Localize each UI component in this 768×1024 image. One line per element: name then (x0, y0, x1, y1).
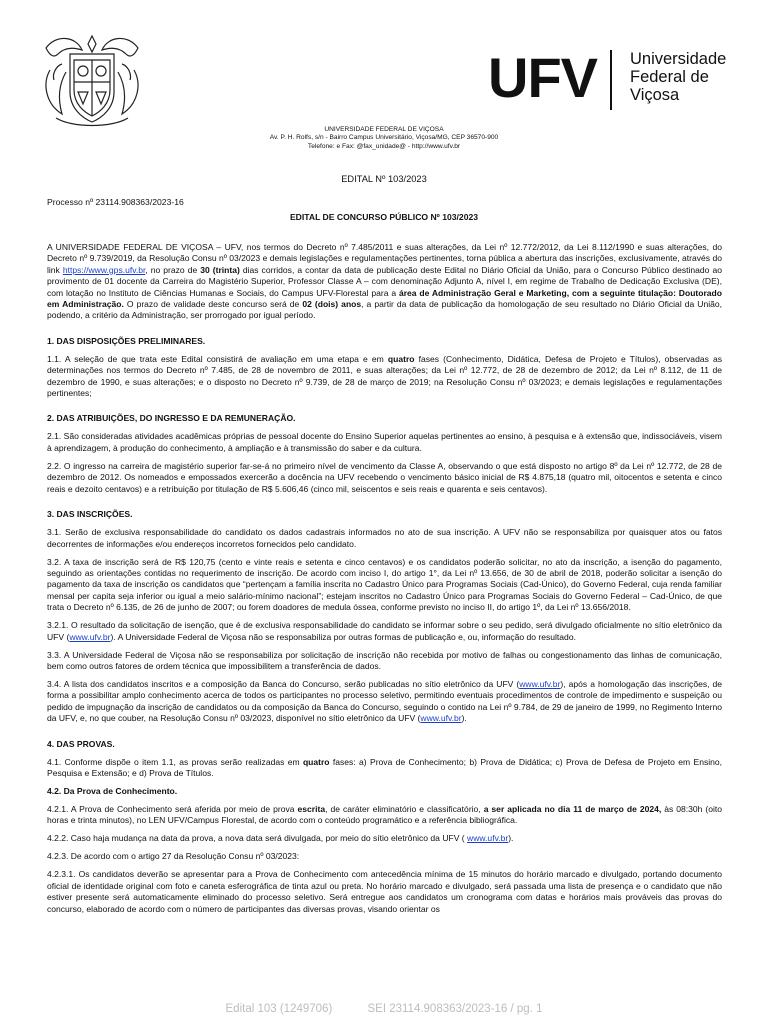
text: fases: a) Prova de Conhecimento; b) Prova de Didática; c) Prova de Defesa de Projeto em Ensino, Pesquisa e Extensão; e d) Prova de Títulos. (47, 756, 722, 778)
subsection-heading (47, 786, 722, 797)
text-bold: 02 (dois) anos (302, 299, 362, 310)
text: às 08:30h (oito horas e trinta minutos), no LEN UFV/Campus Florestal, de acordo com o conteúdo programático e a referência bibliográfica. (47, 803, 723, 826)
text: O prazo de validade deste concurso será de (123, 299, 303, 310)
text: 3.2.1. O resultado da solicitação de isenção, que é de exclusiva responsabilidade do candidato se informar sobre o seu pedido, será divulgado oficialmente no sítio eletrônico da UFV ( (47, 620, 722, 642)
paragraph: 3.1. Serão de exclusiva responsabilidade do candidato os dados cadastrais informados no ato de sua inscrição. A UFV não se responsabiliza por quaisquer atos ou fatos decorrentes de informações e/ou endereços incorretos fornecidos pelo candidato. (47, 527, 722, 549)
text-bold: escrita (297, 803, 326, 814)
page-footer (0, 1003, 768, 1015)
text-bold: 4.2. Da Prova de Conhecimento. (47, 785, 178, 796)
section-heading: 1. DAS DISPOSIÇÕES PRELIMINARES. (47, 335, 206, 346)
concurso-title: EDITAL DE CONCURSO PÚBLICO Nº 103/2023 (289, 212, 479, 222)
paragraph (47, 833, 722, 844)
document-body (47, 242, 722, 922)
text: ), após a homologação das inscrições, de forma a possibilitar amplo conhecimento acerca de todos os participantes no processo seletivo, permitindo eventuais procedimentos de controle de impedimento e suspeição ou pedido de impugnação da inscrição de candidatos ou da composição da Banca do Concurso, seguindo o contido na Lei nº 9.784, de 29 de janeiro de 1999, no Regimento Interno da UFV, e, no que couber, na Resolução Consu nº 03/2023, disponível no sítio eletrônico da UFV ( (47, 678, 723, 724)
logo-name (630, 50, 726, 104)
section-heading: 3. DAS INSCRIÇÕES. (47, 509, 133, 520)
paragraph (47, 354, 722, 400)
ufv-link[interactable]: www.ufv.br (420, 713, 462, 724)
logo-divider (610, 50, 612, 110)
text: 4.2.1. A Prova de Conhecimento será aferida por meio de prova (47, 803, 298, 814)
institution-name: UNIVERSIDADE FEDERAL DE VIÇOSA (324, 126, 444, 133)
text: dias corridos, a contar da data de publicação deste Edital no Diário Oficial da União, para o Concurso Público destinado ao provimento de 01 docente da Carreira do Magistério Superior, Professor Classe A – com denominação Adjunto A, nível I, em regime de Trabalho de Dedicação Exclusiva (DE), com lotação no Instituto de Ciências Humanas e Sociais, do Campus UFV-Florestal para a (47, 264, 722, 298)
text-bold: 30 (trinta) (200, 264, 240, 275)
paragraph: 3.3. A Universidade Federal de Viçosa não se responsabiliza por solicitação de inscrição não recebida por motivo de falhas ou congestionamento das linhas de comunicação, bem como outros fatores de ordem técnica que impossibilitem a transferência de dados. (47, 649, 722, 671)
institution-street: Av. P. H. Rolfs, s/n - Bairro Campus Universitário, Viçosa/MG, CEP 36570-900 (269, 134, 499, 142)
paragraph: 2.2. O ingresso na carreira de magistério superior far-se-á no primeiro nível de vencimento da Classe A, observando o que está disposto no artigo 8º da Lei nº 12.772, de 28 de dezembro de 2012. Os nomeados e empossados exercerão a docência na UFV recebendo o vencimento básico inicial de R$ 4.875,18 (quatro mil, oitocentos e setenta e cinco reais e dezoito centavos) e a retribuição por titulação de R$ 5.606,46 (cinco mil, seiscentos e seis reais e quarenta e seis centavos). (47, 460, 722, 494)
logo-mark: UFV (488, 46, 597, 109)
paragraph: 3.2. A taxa de inscrição será de R$ 120,75 (cento e vinte reais e setenta e cinco centavos) e os candidatos poderão solicitar, no ato da inscrição, a isenção do pagamento, seguindo as orientações contidas no requerimento de inscrição. De acordo com inciso I, do artigo 1°, da Lei nº 13.656, de 30 de abril de 2018, poderão solicitar a isenção do pagamento da taxa de inscrição os candidatos que “pertençam a família inscrita no Cadastro Único para Programas Sociais (Cad-Único), do Governo Federal, cuja renda familiar mensal per capita seja inferior ou igual a meio salário-mínimo nacional”; estejam inscritos no Cadastro Único para Programas Sociais do Governo Federal – Cad-Único, de que trata o Decreto nº 6.135, de 26 de junho de 2007; ou forem doadores de medula óssea, conforme previsto no inciso II, do artigo 1º, da Lei nº 13.656/2018. (47, 556, 722, 613)
intro-paragraph (47, 242, 722, 322)
footer-sei-page: SEI 23114.908363/2023-16 / pg. 1 (367, 1003, 543, 1015)
text-bold: quatro (302, 756, 330, 767)
process-number: Processo nº 23114.908363/2023-16 (47, 197, 184, 207)
university-crest-icon (36, 30, 148, 130)
text: ). A Universidade Federal de Viçosa não se responsabiliza por outras formas de publicação e, ou, informação do resultado. (110, 631, 576, 642)
text-bold: área de Administração Geral e Marketing, com a seguinte titulação: Doutorado em Administração. (47, 287, 722, 310)
text: 4.1. Conforme dispõe o item 1.1, as provas serão realizadas em (47, 756, 303, 767)
paragraph (47, 620, 722, 643)
paragraph (47, 679, 722, 725)
institution-contact: Telefone: e Fax: @fax_unidade@ - http://www.ufv.br (307, 142, 461, 150)
paragraph: 2.1. São consideradas atividades acadêmicas próprias de pessoal docente do Ensino Superior aquelas pertinentes ao ensino, à pesquisa e à extensão que, indissociáveis, visem à aprendizagem, à produção do conhecimento, à ampliação e à transmissão do saber e da cultura. (47, 431, 722, 453)
paragraph (47, 804, 722, 827)
paragraph (47, 757, 722, 780)
edital-title: EDITAL Nº 103/2023 (341, 174, 427, 184)
paragraph: 4.2.3. De acordo com o artigo 27 da Resolução Consu nº 03/2023: (47, 851, 300, 862)
gps-link[interactable]: https://www.gps.ufv.br (62, 264, 146, 275)
text: 3.4. A lista dos candidatos inscritos e a composição da Banca do Concurso, serão publicadas no sítio eletrônico da UFV ( (47, 678, 520, 689)
text-bold: a ser aplicada no dia 11 de março de 2024, (483, 803, 662, 814)
logo-name-line: Universidade (630, 50, 727, 68)
section-heading: 2. DAS ATRIBUIÇÕES, DO INGRESSO E DA REMUNERAÇÃO. (47, 413, 296, 424)
text: ). (461, 713, 467, 724)
text: fases (Conhecimento, Didática, Defesa de Projeto e Títulos), observadas as determinações nos termos do Decreto nº 7.485, de 28 de novembro de 2011, e suas alterações; da Lei nº 12.772, de 28 de dezembro de 2012; da Lei nº 8.112, de 11 de dezembro de 1990, e suas alterações; e o disposto no Decreto nº 9.739, de 28 de março de 2019; na Resolução Consu nº 03/2023; e demais legislações e regulamentações pertinentes; (47, 353, 722, 399)
text: , de caráter eliminatório e classificatório, (325, 803, 484, 814)
text: , no prazo de (145, 264, 201, 275)
text: 4.2.2. Caso haja mudança na data da prova, a nova data será divulgada, por meio do sítio eletrônico da UFV ( (47, 833, 468, 844)
institution-address (0, 126, 768, 151)
paragraph: 4.2.3.1. Os candidatos deverão se apresentar para a Prova de Conhecimento com antecedência mínima de 15 minutos do horário marcado e divulgado, portando documento oficial de identidade original com foto e caneta esferográfica de tinta azul ou preta. No horário marcado e divulgado, será passada uma lista de presença e o candidato que não estiver presente será automaticamente eliminado do processo seletivo. Será entregue aos candidatos um cronograma com datas e horários mais prováveis das provas do concurso, elaborado de acordo com o número de participantes das diversas provas, visando orientar os (47, 869, 722, 914)
text: , a partir da data de publicação da homologação de seu resultado no Diário Oficial da União, podendo, a critério da Administração, ser prorrogado por igual período. (47, 299, 723, 321)
text: ). (508, 833, 514, 844)
logo-name-line: Viçosa (630, 86, 680, 104)
logo-name-line: Federal de (630, 68, 709, 86)
footer-edital-id: Edital 103 (1249706) (225, 1003, 333, 1015)
ufv-link[interactable]: www.ufv.br (467, 833, 509, 844)
ufv-logo (488, 48, 738, 114)
text: 1.1. A seleção de que trata este Edital consistirá de avaliação em uma etapa e em (47, 353, 388, 364)
text-bold: quatro (387, 353, 415, 364)
text: A UNIVERSIDADE FEDERAL DE VIÇOSA – UFV, nos termos do Decreto nº 7.485/2011 e suas alterações, da Lei nº 12.772/2012, da Lei 8.112/1990 e suas alterações, do Decreto nº 9.739/2019, da Resolução Consu nº 03/2023 e demais legislações e regulamentações pertinentes, torna pública a abertura das inscrições, exclusivamente, através do link (47, 242, 722, 275)
ufv-link[interactable]: www.ufv.br (69, 631, 111, 642)
ufv-link[interactable]: www.ufv.br (519, 678, 561, 689)
section-heading: 4. DAS PROVAS. (47, 738, 115, 749)
